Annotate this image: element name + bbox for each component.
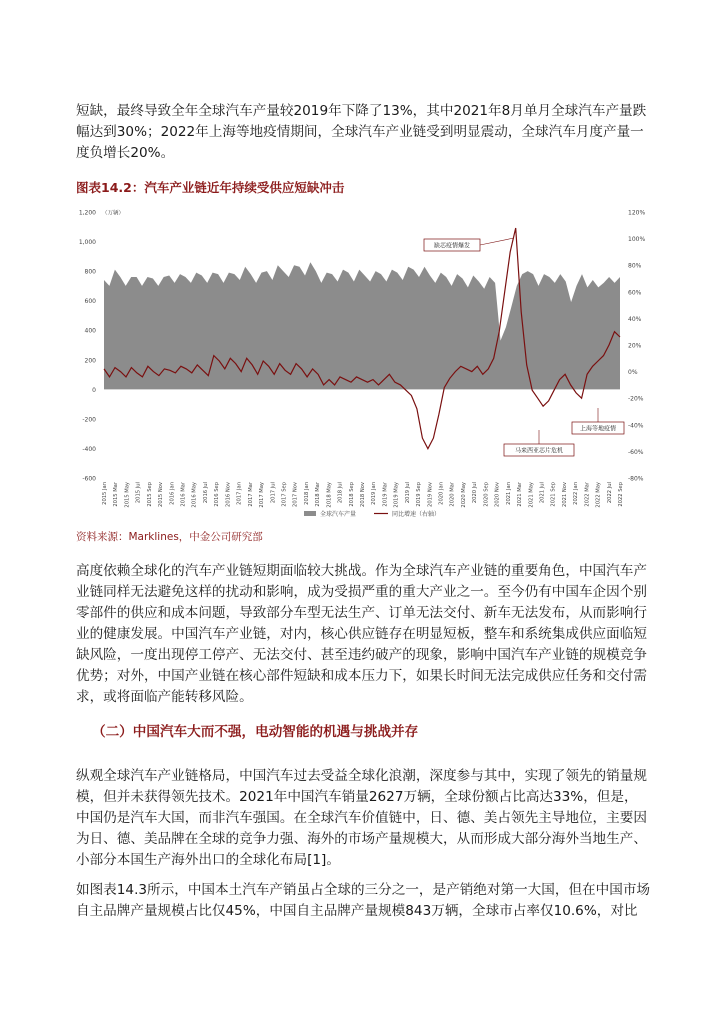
x-tick-label: 2022 May [595, 482, 602, 508]
x-tick-label: 2020 Jan [438, 482, 445, 505]
x-tick-label: 2021 Sep [550, 482, 557, 507]
x-tick-label: 2020 May [461, 482, 467, 508]
right-tick-label: 80% [628, 262, 642, 270]
left-tick-label: 400 [84, 327, 96, 335]
x-tick-label: 2021 Nov [561, 482, 568, 507]
x-tick-label: 2022 Mar [584, 482, 591, 507]
annotation-label: 上海等地疫情 [579, 425, 617, 433]
x-tick-label: 2018 Jul [337, 482, 344, 504]
right-tick-label: -20% [628, 395, 644, 403]
x-tick-label: 2017 Sep [281, 482, 288, 507]
x-tick-label: 2016 Nov [225, 482, 232, 507]
right-tick-label: 0% [628, 369, 638, 377]
x-tick-label: 2015 Mar [113, 482, 120, 507]
x-tick-label: 2019 Nov [427, 482, 434, 507]
annotation-label: 马来西亚芯片危机 [514, 447, 564, 455]
x-tick-label: 2019 Sep [416, 482, 423, 507]
x-tick-label: 2020 Sep [483, 482, 490, 507]
x-tick-label: 2018 Mar [315, 482, 322, 507]
x-tick-label: 2015 May [124, 482, 131, 508]
section-heading: （二）中国汽车大而不强，电动智能的机遇与挑战并存 [92, 724, 419, 740]
body-paragraph-1: 短缺，最终导致全年全球汽车产量较2019年下降了13%，其中2021年8月单月全球汽车产量跌幅达到30%；2022年上海等地疫情期间，全球汽车产业链受到明显震动，全球汽车月度产量一度负增长20%。 [76, 103, 647, 161]
x-tick-label: 2019 Jul [404, 482, 411, 504]
x-tick-label: 2016 Sep [214, 482, 221, 507]
left-axis-unit: （万辆） [102, 210, 125, 217]
right-tick-label: 20% [628, 342, 642, 350]
x-tick-label: 2022 Jan [573, 482, 580, 505]
x-tick-label: 2020 Nov [494, 482, 501, 507]
x-tick-label: 2018 Sep [348, 482, 355, 507]
x-tick-label: 2021 Jul [539, 482, 546, 504]
right-tick-label: -60% [628, 448, 644, 456]
x-tick-label: 2017 May [259, 482, 265, 508]
x-tick-label: 2019 Jan [371, 482, 378, 505]
body-paragraph-3: 纵观全球汽车产业链格局，中国汽车过去受益全球化浪潮，深度参与其中，实现了领先的销量规模，但并未获得领先技术。2021年中国汽车销量2627万辆，全球份额占比高达33%，但是，中国仍是汽车大国，而非汽车强国。在全球汽车价值链中，日、德、美占领先主导地位，主要因为日、德、美品牌在全球的竞争力强、海外的市场产量规模大，从而形成大部分海外当地生产、小部分本国生产海外出口的全球化布局[1]。 [76, 768, 647, 868]
x-tick-label: 2020 Jul [472, 482, 479, 504]
left-tick-label: 600 [84, 298, 96, 306]
left-tick-label: 800 [84, 268, 96, 276]
x-tick-label: 2021 Jan [505, 482, 512, 505]
x-tick-label: 2019 May [393, 482, 400, 508]
x-tick-label: 2016 May [191, 482, 198, 508]
x-tick-label: 2015 Nov [158, 482, 165, 507]
x-tick-label: 2015 Jan [102, 482, 108, 505]
x-tick-label: 2017 Mar [247, 482, 254, 507]
right-tick-label: -40% [628, 422, 644, 430]
production-chart [76, 198, 650, 524]
x-tick-label: 2016 Jul [203, 482, 209, 504]
annotation-label: 缺芯疫情爆发 [433, 242, 471, 250]
x-tick-label: 2017 Jul [270, 482, 277, 504]
x-tick-label: 2021 Mar [517, 482, 523, 507]
x-tick-label: 2017 Nov [292, 482, 299, 507]
left-tick-label: -400 [82, 445, 96, 453]
right-tick-label: 100% [628, 236, 646, 244]
legend-label-area: 全球汽车产量 [320, 511, 357, 518]
right-tick-label: 40% [628, 315, 642, 323]
right-tick-label: 60% [628, 289, 642, 297]
body-paragraph-4: 如图表14.3所示，中国本土汽车产销虽占全球的三分之一，是产销绝对第一大国，但在中国市场自主品牌产量规模占比仅45%，中国自主品牌产量规模843万辆，全球市占率仅10.6%，对比 [76, 882, 651, 919]
left-tick-label: -200 [82, 416, 96, 424]
legend-swatch-area [304, 511, 316, 516]
right-tick-label: 120% [628, 209, 646, 217]
x-tick-label: 2018 Jan [303, 482, 310, 505]
x-tick-label: 2022 Jul [606, 482, 613, 504]
x-tick-label: 2018 Nov [360, 482, 366, 507]
figure-source: 资料来源：Marklines，中金公司研究部 [76, 531, 263, 543]
right-tick-label: -80% [628, 475, 644, 483]
left-tick-label: -600 [82, 475, 96, 483]
x-tick-label: 2015 Jul [135, 482, 142, 504]
x-tick-label: 2020 Mar [449, 482, 456, 507]
x-tick-label: 2019 Mar [382, 482, 389, 507]
x-tick-label: 2022 Sep [618, 482, 624, 507]
annotation-leader [480, 238, 514, 245]
x-tick-label: 2016 Mar [180, 482, 187, 507]
legend-label-line: 同比增速（右轴） [392, 511, 441, 518]
body-paragraph-2: 高度依赖全球化的汽车产业链短期面临较大挑战。作为全球汽车产业链的重要角色，中国汽车产业链同样无法避免这样的扰动和影响，成为受损严重的重大产业之一。至今仍有中国车企因个别零部件的供应和成本问题，导致部分车型无法生产、订单无法交付、新车无法发布，从而影响行业的健康发展。中国汽车产业链，对内，核心供应链存在明显短板，整车和系统集成供应面临短缺风险，一度出现停工停产、无法交付、甚至违约破产的现象，影响中国汽车产业链的规模竞争优势；对外，中国产业链在核心部件短缺和成本压力下，如果长时间无法完成供应任务和交付需求，或将面临产能转移风险。 [76, 563, 647, 705]
x-tick-label: 2018 May [326, 482, 333, 508]
x-tick-label: 2017 Jan [236, 482, 243, 505]
series-area-global-production [104, 262, 620, 389]
x-tick-label: 2016 Jan [169, 482, 176, 505]
left-tick-label: 0 [92, 386, 96, 394]
x-tick-label: 2015 Sep [146, 482, 153, 507]
x-tick-label: 2021 May [528, 482, 535, 508]
figure-title: 图表14.2：汽车产业链近年持续受供应短缺冲击 [76, 180, 345, 195]
left-tick-label: 200 [84, 357, 96, 365]
left-tick-label: 1,200 [78, 209, 96, 217]
left-tick-label: 1,000 [78, 239, 96, 247]
